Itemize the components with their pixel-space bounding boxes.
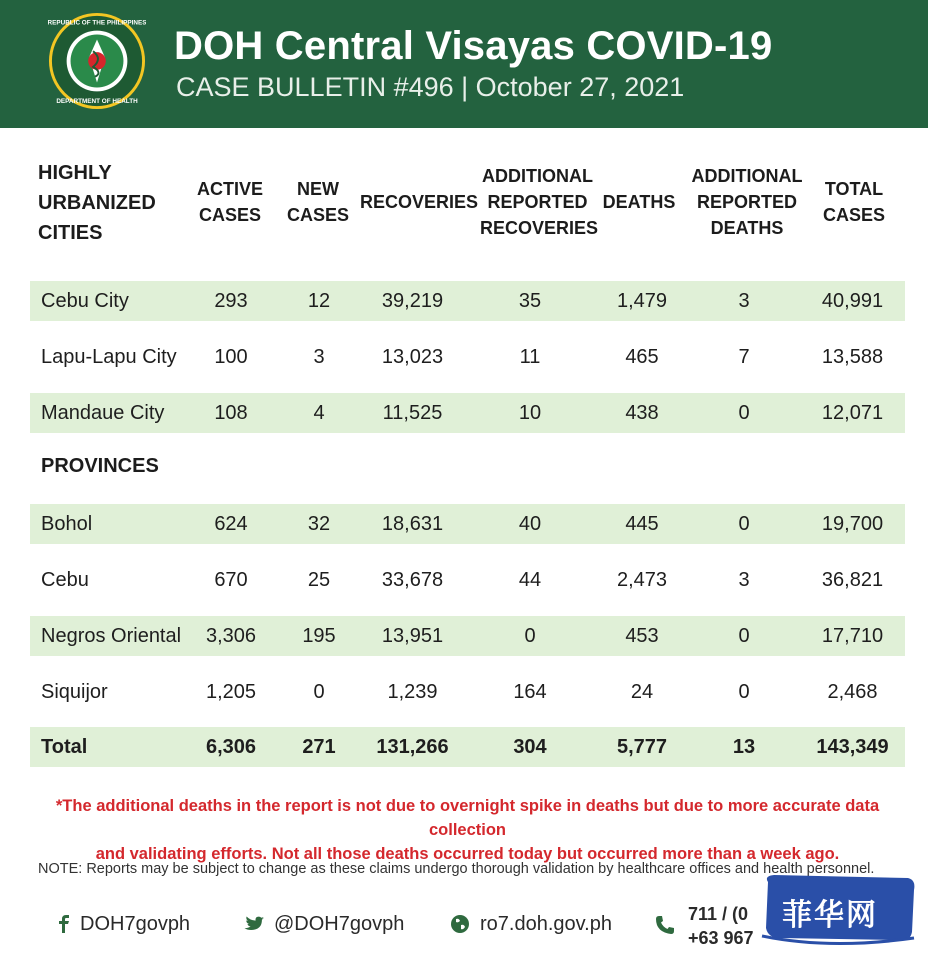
cell-total-cases: 143,349 bbox=[816, 736, 889, 758]
cell-additional-deaths: 0 bbox=[738, 681, 750, 703]
cell-new-cases: 25 bbox=[307, 569, 331, 591]
cell-active-cases: 108 bbox=[214, 402, 248, 424]
cell-deaths: 2,473 bbox=[616, 569, 668, 591]
header-additional-reported-deaths: ADDITIONAL REPORTED DEATHS bbox=[691, 166, 803, 238]
header-additional-reported-recoveries: ADDITIONAL REPORTED RECOVERIES bbox=[480, 166, 599, 238]
cell-active-cases: 3,306 bbox=[205, 625, 257, 647]
cell-deaths: 438 bbox=[625, 402, 659, 424]
doh-seal-icon bbox=[48, 12, 146, 110]
website-link[interactable] bbox=[450, 910, 612, 938]
row-name: Mandaue City bbox=[41, 402, 165, 424]
seal-text-bottom: DEPARTMENT OF HEALTH bbox=[56, 98, 138, 106]
header-total-cases: TOTAL CASES bbox=[822, 179, 885, 225]
cell-total-cases: 19,700 bbox=[821, 513, 884, 535]
website-url: ro7.doh.gov.ph bbox=[480, 912, 612, 935]
cell-new-cases: 32 bbox=[307, 513, 331, 535]
cell-deaths: 5,777 bbox=[616, 736, 668, 758]
cell-active-cases: 670 bbox=[214, 569, 248, 591]
table-row-lapu-lapu-city bbox=[30, 337, 905, 377]
cell-additional-recoveries: 11 bbox=[519, 346, 541, 368]
validation-note: NOTE: Reports may be subject to change as these claims undergo thorough validation by healthcare offices and health personnel. bbox=[38, 861, 875, 877]
watermark-text: 菲华网 bbox=[782, 899, 878, 932]
table-row-total bbox=[30, 727, 905, 767]
disclaimer-line-2: and validating efforts. Not all those deaths occurred today but occurred more than a week ago. bbox=[95, 845, 840, 863]
header-deaths: DEATHS bbox=[602, 192, 676, 212]
disclaimer-line-1: *The additional deaths in the report is not due to overnight spike in deaths but due to more accurate data collection bbox=[55, 797, 880, 839]
row-name: Siquijor bbox=[41, 681, 108, 703]
header-recoveries: RECOVERIES bbox=[360, 192, 479, 212]
cell-deaths: 1,479 bbox=[616, 290, 668, 312]
table-row-siquijor bbox=[30, 672, 905, 712]
cell-deaths: 465 bbox=[625, 346, 659, 368]
cell-new-cases: 3 bbox=[313, 346, 325, 368]
cell-additional-deaths: 7 bbox=[738, 346, 750, 368]
cell-recoveries: 11,525 bbox=[382, 402, 443, 424]
phone-icon bbox=[655, 915, 675, 935]
page-title: DOH Central Visayas COVID-19 bbox=[174, 24, 773, 68]
table-row-negros-oriental bbox=[30, 616, 905, 656]
row-name: Bohol bbox=[41, 513, 93, 535]
deaths-disclaimer bbox=[30, 794, 905, 866]
cell-total-cases: 17,710 bbox=[821, 625, 884, 647]
seal-text-top: REPUBLIC OF THE PHILIPPINES bbox=[48, 19, 146, 27]
table-row-cebu bbox=[30, 560, 905, 600]
cell-new-cases: 12 bbox=[307, 290, 331, 312]
row-name: Total bbox=[41, 736, 88, 758]
cell-active-cases: 1,205 bbox=[205, 681, 257, 703]
bulletin-subtitle: CASE BULLETIN #496 | October 27, 2021 bbox=[176, 72, 685, 102]
twitter-icon bbox=[244, 916, 264, 933]
header-highly-urbanized-cities: HIGHLY URBANIZED CITIES bbox=[38, 162, 156, 244]
cell-new-cases: 4 bbox=[313, 402, 325, 424]
cell-recoveries: 13,023 bbox=[381, 346, 444, 368]
cell-active-cases: 624 bbox=[214, 513, 248, 535]
table-row-mandaue-city bbox=[30, 393, 905, 433]
cell-additional-recoveries: 40 bbox=[518, 513, 542, 535]
provinces-section-label: PROVINCES bbox=[41, 455, 159, 477]
cell-new-cases: 0 bbox=[313, 681, 325, 703]
cell-additional-recoveries: 10 bbox=[518, 402, 542, 424]
cell-recoveries: 33,678 bbox=[381, 569, 444, 591]
header-active-cases: ACTIVE CASES bbox=[196, 179, 263, 225]
row-name: Cebu City bbox=[41, 290, 129, 312]
cell-total-cases: 12,071 bbox=[821, 402, 884, 424]
cell-recoveries: 18,631 bbox=[381, 513, 444, 535]
cell-additional-deaths: 3 bbox=[738, 290, 750, 312]
cell-additional-deaths: 0 bbox=[738, 625, 750, 647]
row-name: Lapu-Lapu City bbox=[41, 346, 177, 368]
phone-numbers[interactable] bbox=[688, 902, 754, 950]
table-row-cebu-city bbox=[30, 281, 905, 321]
phone-line-2: +63 967 bbox=[688, 928, 754, 948]
cell-total-cases: 2,468 bbox=[827, 681, 878, 703]
cell-new-cases: 195 bbox=[302, 625, 336, 647]
cell-active-cases: 293 bbox=[214, 290, 248, 312]
header-banner bbox=[0, 0, 928, 128]
cell-deaths: 453 bbox=[625, 625, 659, 647]
header-new-cases: NEW CASES bbox=[286, 179, 349, 225]
cell-recoveries: 131,266 bbox=[376, 736, 449, 758]
cell-total-cases: 36,821 bbox=[821, 569, 884, 591]
cell-additional-recoveries: 35 bbox=[518, 290, 542, 312]
twitter-handle: @DOH7govph bbox=[274, 912, 405, 935]
cell-additional-recoveries: 304 bbox=[513, 736, 547, 758]
cell-total-cases: 40,991 bbox=[821, 290, 884, 312]
cell-recoveries: 39,219 bbox=[381, 290, 444, 312]
table-row-bohol bbox=[30, 504, 905, 544]
cell-additional-deaths: 0 bbox=[738, 402, 750, 424]
cell-additional-deaths: 0 bbox=[738, 513, 750, 535]
cell-deaths: 445 bbox=[625, 513, 659, 535]
cell-total-cases: 13,588 bbox=[821, 346, 884, 368]
facebook-icon bbox=[58, 915, 70, 933]
cell-recoveries: 1,239 bbox=[387, 681, 438, 703]
cell-deaths: 24 bbox=[630, 681, 654, 703]
cell-active-cases: 6,306 bbox=[205, 736, 257, 758]
cell-additional-deaths: 3 bbox=[738, 569, 750, 591]
globe-icon bbox=[450, 914, 470, 934]
cell-new-cases: 271 bbox=[302, 736, 336, 758]
cell-additional-recoveries: 0 bbox=[524, 625, 536, 647]
row-name: Cebu bbox=[41, 569, 89, 591]
facebook-handle: DOH7govph bbox=[80, 912, 191, 935]
twitter-link[interactable] bbox=[244, 910, 404, 938]
row-name: Negros Oriental bbox=[41, 625, 182, 647]
cell-recoveries: 13,951 bbox=[381, 625, 444, 647]
cell-additional-recoveries: 164 bbox=[513, 681, 547, 703]
phone-line-1: 711 / (0 bbox=[688, 904, 749, 924]
cell-active-cases: 100 bbox=[214, 346, 248, 368]
facebook-link[interactable] bbox=[58, 910, 190, 938]
cell-additional-recoveries: 44 bbox=[518, 569, 542, 591]
cell-additional-deaths: 13 bbox=[732, 736, 756, 758]
